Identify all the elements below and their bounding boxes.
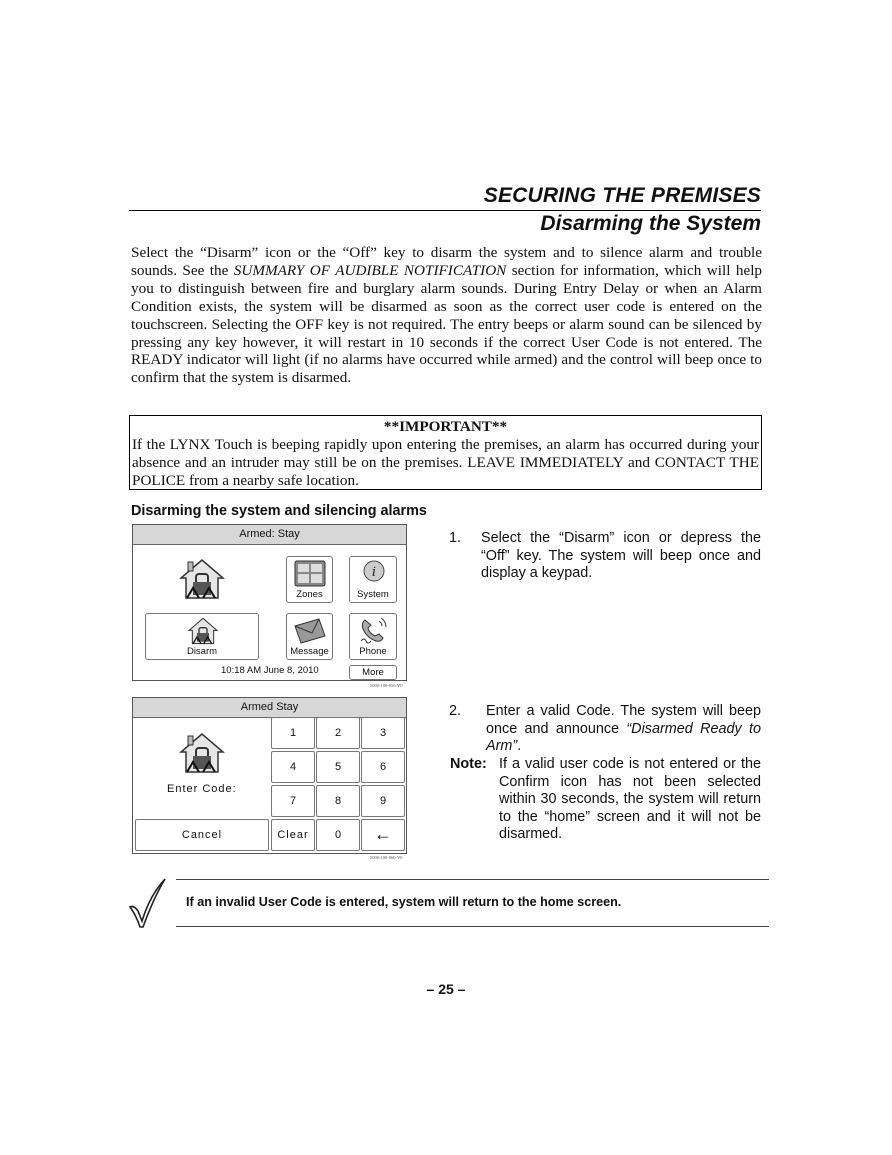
page-number: – 25 – <box>426 981 466 997</box>
step-2-number: 2. <box>449 703 462 719</box>
key-2[interactable]: 2 <box>316 717 360 749</box>
figure-code: 5000-100-060-V0 <box>370 855 403 860</box>
key-1[interactable]: 1 <box>271 717 315 749</box>
step-1-number: 1. <box>449 530 462 546</box>
key-8[interactable]: 8 <box>316 785 360 817</box>
page-title: Disarming the System <box>540 212 761 235</box>
phone-button[interactable]: Phone <box>349 613 397 660</box>
key-4[interactable]: 4 <box>271 751 315 783</box>
intro-emphasis: SUMMARY OF AUDIBLE NOTIFICATION <box>233 261 507 279</box>
important-box <box>129 415 762 490</box>
subheading: Disarming the system and silencing alarms <box>131 503 427 519</box>
armed-house-icon <box>179 732 225 774</box>
key-3[interactable]: 3 <box>361 717 405 749</box>
backspace-button[interactable]: ← <box>361 819 405 851</box>
intro-paragraph: Select the “Disarm” icon or the “Off” key to disarm the system and to silence alarm and trouble sounds. See the SUMMARY OF AUDIBLE NOTIFICATION section for information, which will help you to distinguish between fire and burglary alarm sounds. During Entry Delay or when an Alarm Condition exists, the system will be disarmed as soon as the correct user code is entered on the touchscreen. Selecting the OFF key is not required. The entry beeps or alarm sound can be silenced by pressing any key however, it will restart in 10 seconds if the correct User Code is not entered. The READY indicator will light (if no alarms have occurred while armed) and the control will beep once to confirm that the system is disarmed. <box>131 244 763 387</box>
section-title: SECURING THE PREMISES <box>483 184 761 207</box>
status-bar: Armed Stay <box>133 698 406 718</box>
key-9[interactable]: 9 <box>361 785 405 817</box>
cancel-button[interactable]: Cancel <box>135 819 269 851</box>
callout-top-rule <box>176 879 769 880</box>
key-0[interactable]: 0 <box>316 819 360 851</box>
zones-icon <box>294 560 326 587</box>
armed-house-icon <box>179 558 225 600</box>
datetime: 10:18 AM June 8, 2010 <box>221 665 319 676</box>
key-7[interactable]: 7 <box>271 785 315 817</box>
header-rule <box>129 210 761 211</box>
figure-code: 5000-100-056-V0 <box>370 683 403 688</box>
step-2-text: Enter a valid Code. The system will beep once and announce “Disarmed Ready to Arm”. <box>486 703 761 755</box>
clear-button[interactable]: Clear <box>271 819 315 851</box>
callout-bottom-rule <box>176 926 769 927</box>
more-button[interactable]: More <box>349 665 397 680</box>
callout-text: If an invalid User Code is entered, system will return to the home screen. <box>186 895 622 909</box>
note-text: If a valid user code is not entered or the Confirm icon has not been selected within 30 seconds, the system will return to the “home” screen and it will not be disarmed. <box>499 756 761 843</box>
phone-icon <box>359 617 391 645</box>
keypad-screen <box>132 697 407 854</box>
enter-code-label: Enter Code: <box>167 783 237 795</box>
status-bar: Armed: Stay <box>133 525 406 545</box>
message-button[interactable]: Message <box>286 613 333 660</box>
svg-text:i: i <box>371 565 377 580</box>
envelope-icon <box>293 618 327 644</box>
important-text: If the LYNX Touch is beeping rapidly upon entering the premises, an alarm has occurred during your absence and an intruder may still be on the premises. LEAVE IMMEDIATELY and CONTACT THE POLICE from a nearby safe location. <box>132 435 759 489</box>
system-button[interactable]: i System <box>349 556 397 603</box>
note-label: Note: <box>450 756 487 772</box>
key-6[interactable]: 6 <box>361 751 405 783</box>
disarm-house-icon <box>186 617 220 645</box>
zones-button[interactable]: Zones <box>286 556 333 603</box>
key-5[interactable]: 5 <box>316 751 360 783</box>
info-icon <box>363 560 385 582</box>
checkmark-icon <box>128 877 168 929</box>
step-1-text: Select the “Disarm” icon or depress the “Off” key. The system will beep once and display a keypad. <box>481 530 761 582</box>
disarm-button[interactable]: Disarm <box>145 613 259 660</box>
home-screen <box>132 524 407 681</box>
important-title: **IMPORTANT** <box>383 418 508 435</box>
